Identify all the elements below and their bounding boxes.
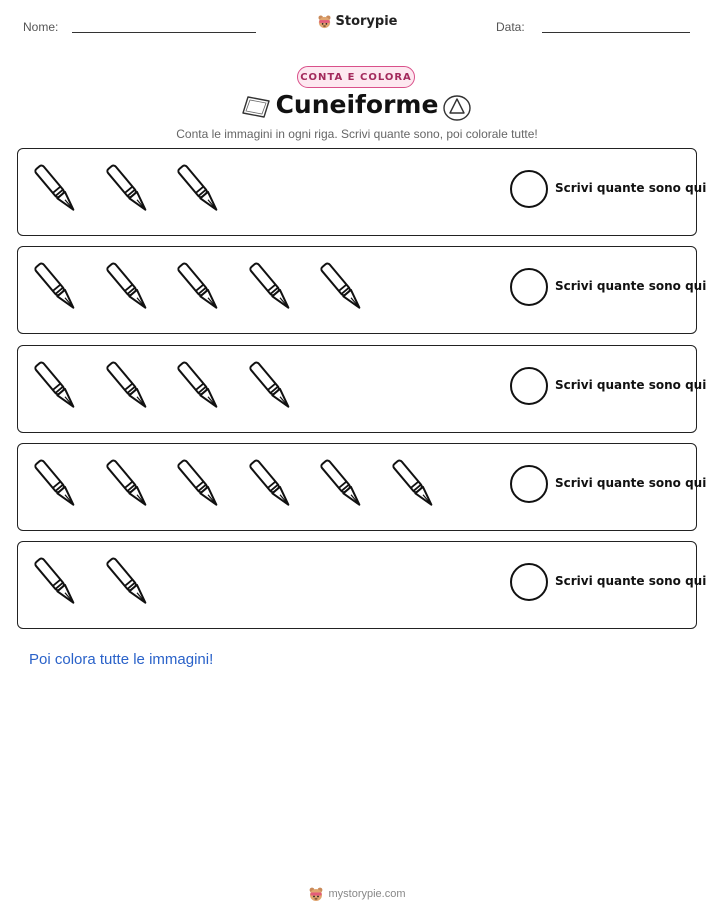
stylus-icon [100,552,158,612]
stylus-icon [100,454,158,514]
brand-name: Storypie [335,14,398,29]
page-title: Cuneiforme [275,90,439,119]
site-url[interactable]: mystorypie.com [328,888,406,900]
site-footer [0,886,714,907]
stylus-icon [314,257,372,317]
stylus-icon [243,454,301,514]
instructions: Conta le immagini in ogni riga. Scrivi quante sono, poi colorale tutte! [176,127,538,141]
date-label: Data: [496,20,525,34]
stylus-icon [100,257,158,317]
stylus-icon [243,356,301,416]
answer-label: Scrivi quante sono qui [555,378,707,392]
stylus-icon [100,356,158,416]
count-row [17,443,707,531]
name-label: Nome: [23,20,59,34]
stylus-icon [386,454,444,514]
count-row [17,148,707,236]
count-row [17,246,707,334]
answer-label: Scrivi quante sono qui [555,279,707,293]
stylus-icon [28,356,86,416]
stylus-icon [28,159,86,219]
color-instruction: Poi colora tutte le immagini! [29,651,214,668]
stylus-icon [171,356,229,416]
answer-label: Scrivi quante sono qui [555,476,707,490]
triangle-tablet-icon [442,93,472,121]
answer-circle[interactable] [510,170,548,208]
answer-label: Scrivi quante sono qui [555,574,707,588]
stylus-icon [171,159,229,219]
stylus-icon [28,257,86,317]
bear-logo-icon [317,14,332,29]
brand [0,14,714,34]
stylus-icon [28,454,86,514]
bear-logo-icon [308,886,324,902]
activity-badge: CONTA E COLORA [297,66,415,88]
stylus-icon [28,552,86,612]
count-row [17,541,707,629]
answer-circle[interactable] [510,465,548,503]
answer-circle[interactable] [510,268,548,306]
count-row [17,345,707,433]
answer-circle[interactable] [510,563,548,601]
answer-circle[interactable] [510,367,548,405]
answer-label: Scrivi quante sono qui [555,181,707,195]
stylus-icon [100,159,158,219]
stylus-icon [314,454,372,514]
stylus-icon [171,257,229,317]
stylus-icon [243,257,301,317]
date-line[interactable] [542,32,690,33]
stylus-icon [171,454,229,514]
